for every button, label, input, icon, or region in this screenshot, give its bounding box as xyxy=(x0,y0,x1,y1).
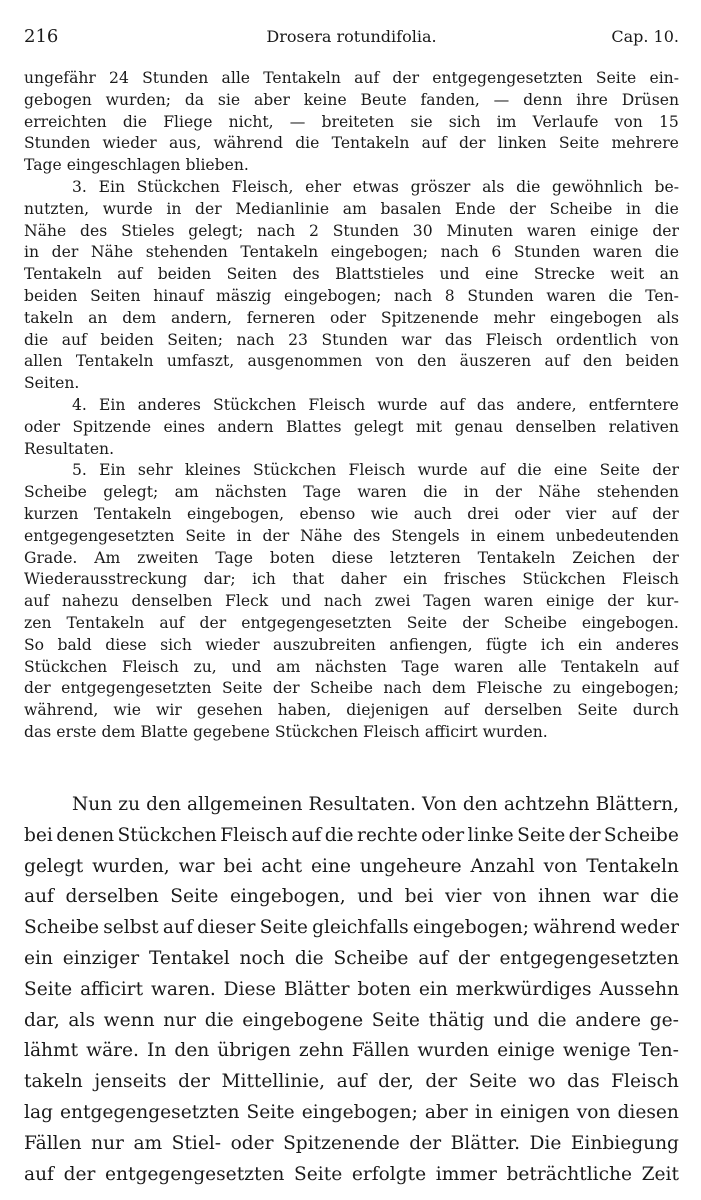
text-line: gelegt wurden, war bei acht eine ungeheure Anzahl von Tentakeln xyxy=(24,855,679,877)
text-line: Nähe des Stieles gelegt; nach 2 Stunden 30 Minuten waren einige der xyxy=(24,221,679,240)
running-title: Drosera rotundifolia. xyxy=(266,27,437,46)
text-line: ungefähr 24 Stunden alle Tentakeln auf der entgegengesetzten Seite ein- xyxy=(24,69,679,87)
text-line: die auf beiden Seiten; nach 23 Stunden war das Fleisch ordentlich von xyxy=(24,330,679,349)
page-header xyxy=(24,22,679,52)
text-line: Seite afficirt waren. Diese Blätter boten ein merkwürdiges Aussehn xyxy=(24,978,679,1000)
text-line: auf nahezu denselben Fleck und nach zwei Tagen waren einige der kur- xyxy=(24,592,679,611)
text-line: kurzen Tentakeln eingebogen, ebenso wie auch drei oder vier auf der xyxy=(24,504,679,523)
text-line: lähmt wäre. In den übrigen zehn Fällen wurden einige wenige Ten- xyxy=(24,1040,679,1062)
text-line: entgegengesetzten Seite in der Nähe des Stengels in einem unbedeutenden xyxy=(24,526,679,545)
text-line: erreichten die Fliege nicht, — breiteten sie sich im Verlaufe von 15 xyxy=(24,112,679,131)
text-line: zen Tentakeln auf der entgegengesetzten Seite der Scheibe eingebogen. xyxy=(24,613,679,632)
text-line: Resultaten. xyxy=(24,439,115,458)
text-line: 3. Ein Stückchen Fleisch, eher etwas gröszer als die gewöhnlich be- xyxy=(72,177,679,196)
text-line: Nun zu den allgemeinen Resultaten. Von den achtzehn Blättern, xyxy=(72,794,679,815)
text-line: Scheibe gelegt; am nächsten Tage waren die in der Nähe stehenden xyxy=(24,483,679,502)
text-line: Fällen nur am Stiel- oder Spitzenende der Blätter. Die Einbiegung xyxy=(24,1132,679,1154)
text-line: Seiten. xyxy=(24,374,80,393)
experiment-notes-block xyxy=(24,68,679,744)
text-line: das erste dem Blatte gegebene Stückchen Fleisch afficirt wurden. xyxy=(24,722,548,741)
chapter-label: Cap. 10. xyxy=(611,27,679,46)
text-line: beiden Seiten hinauf mäszig eingebogen; nach 8 Stunden waren die Ten- xyxy=(24,286,679,305)
text-line: allen Tentakeln umfaszt, ausgenommen von den äuszeren auf den beiden xyxy=(24,352,679,371)
text-line: Scheibe selbst auf dieser Seite gleichfalls eingebogen; während weder xyxy=(24,917,679,939)
text-line: Tage eingeschlagen blieben. xyxy=(24,156,249,175)
text-line: Wiederausstreckung dar; ich that daher ein frisches Stückchen Fleisch xyxy=(24,570,679,589)
text-line: gebogen wurden; da sie aber keine Beute fanden, — denn ihre Drüsen xyxy=(24,90,679,109)
text-line: der entgegengesetzten Seite der Scheibe nach dem Fleische zu eingebogen; xyxy=(24,679,679,698)
text-line: Tentakeln auf beiden Seiten des Blattstieles und eine Strecke weit an xyxy=(24,265,679,284)
text-line: So bald diese sich wieder auszubreiten anfiengen, fügte ich ein anderes xyxy=(24,635,679,654)
text-line: Grade. Am zweiten Tage boten diese letzteren Tentakeln Zeichen der xyxy=(24,548,679,567)
text-line: takeln an dem andern, ferneren oder Spitzenende mehr eingebogen als xyxy=(24,308,679,327)
text-line: auf derselben Seite eingebogen, und bei vier von ihnen war die xyxy=(24,886,679,908)
text-line: Stunden wieder aus, während die Tentakeln auf der linken Seite mehrere xyxy=(24,134,679,153)
text-line: nutzten, wurde in der Medianlinie am basalen Ende der Scheibe in die xyxy=(24,199,679,218)
page-number: 216 xyxy=(24,26,59,47)
text-line: bei denen Stückchen Fleisch auf die rechte oder linke Seite der Scheibe xyxy=(24,824,679,846)
text-line: 4. Ein anderes Stückchen Fleisch wurde auf das andere, entferntere xyxy=(72,395,679,414)
text-line: Stückchen Fleisch zu, und am nächsten Tage waren alle Tentakeln auf xyxy=(24,657,679,676)
text-line: takeln jenseits der Mittellinie, auf der, der Seite wo das Fleisch xyxy=(24,1071,679,1093)
text-line: dar, als wenn nur die eingebogene Seite thätig und die andere ge- xyxy=(24,1009,679,1031)
text-line: während, wie wir gesehen haben, diejenigen auf derselben Seite durch xyxy=(24,701,679,720)
text-line: oder Spitzende eines andern Blattes gelegt mit genau denselben relativen xyxy=(24,417,679,436)
text-line: 5. Ein sehr kleines Stückchen Fleisch wurde auf die eine Seite der xyxy=(72,461,679,480)
general-results-block xyxy=(24,790,679,1190)
text-line: ein einziger Tentakel noch die Scheibe auf der entgegengesetzten xyxy=(24,947,679,969)
text-line: auf der entgegengesetzten Seite erfolgte immer beträchtliche Zeit xyxy=(24,1163,679,1185)
text-line: lag entgegengesetzten Seite eingebogen; aber in einigen von diesen xyxy=(24,1101,679,1123)
text-line: in der Nähe stehenden Tentakeln eingebogen; nach 6 Stunden waren die xyxy=(24,243,679,262)
